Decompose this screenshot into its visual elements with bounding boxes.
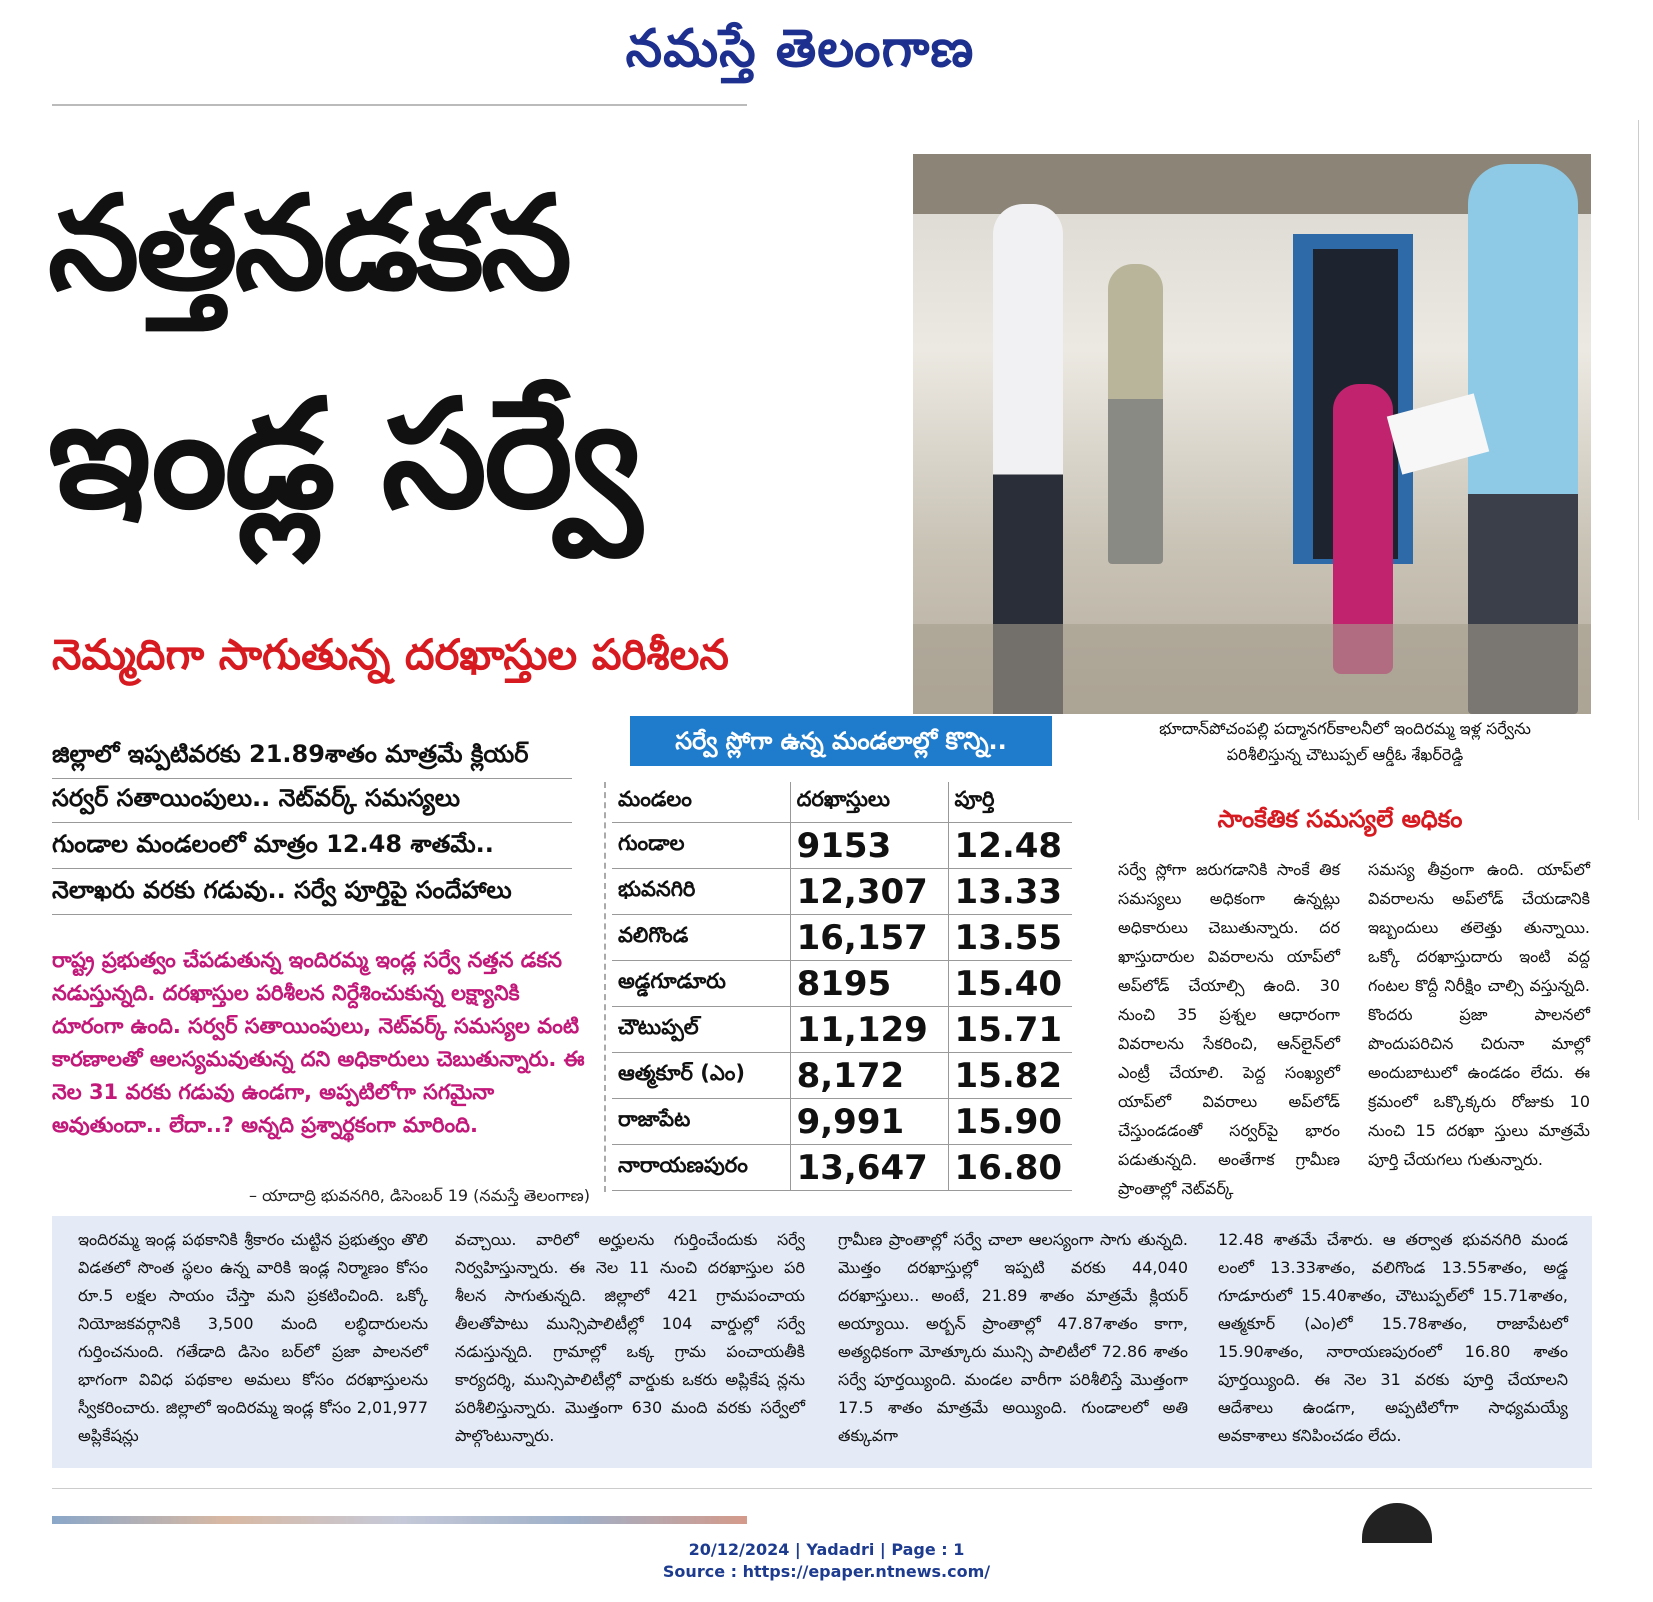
photo-caption: భూదాన్‌పోచంపల్లి పద్మానగర్‌కాలనీలో ఇందిరమ్మ ఇళ్ల సర్వేను పరిశీలిస్తున్న చౌటుప్పల్ ఆర్డీఓ శేఖర్‌రెడ్డి (1159, 719, 1531, 764)
key-point: నెలాఖరు వరకు గడువు.. సర్వే పూర్తిపై సందేహాలు (52, 876, 572, 915)
page-edge-divider (1638, 120, 1649, 820)
applications-count: 9153 (790, 823, 948, 869)
completed-percent: 16.80 (948, 1145, 1072, 1191)
key-point: సర్వర్ సతాయింపులు.. నెట్‌వర్క్ సమస్యలు (52, 784, 572, 823)
table-row (612, 1145, 1072, 1191)
table-header-row (612, 782, 1072, 823)
completed-percent: 13.33 (948, 869, 1072, 915)
side-article-column: సమస్య తీవ్రంగా ఉంది. యాప్‌లో వివరాలను అప్‌లోడ్ చేయడానికి ఇబ్బందులు తలెత్తు తున్నాయి. ఒక్కో దరఖాస్తుదారు ఇంటి వద్ద గంటల కొద్దీ నిరీక్షిం చాల్సి వస్తున్నది. కొందరు ప్రజా పాలనలో పొందుపరిచిన చిరునా మాల్లో అందుబాటులో ఉండడం లేదు. ఈ క్రమంలో ఒక్కొక్కరు రోజుకు 10 నుంచి 15 దరఖా స్తులు మాత్రమే పూర్తి చేయగలు గుతున్నారు. (1368, 860, 1590, 1169)
intro-paragraph: రాష్ట్ర ప్రభుత్వం చేపడుతున్న ఇందిరమ్మ ఇండ్ల సర్వే నత్తన డకన నడుస్తున్నది. దరఖాస్తుల పరిశీలన నిర్దేశించుకున్న లక్ష్యానికి దూరంగా ఉంది. సర్వర్ సతాయింపులు, నెట్‌వర్క్ సమస్యల వంటి కారణాలతో ఆలస్యమవుతున్న దని అధికారులు చెబుతున్నారు. ఈ నెల 31 వరకు గడువు ఉండగా, అప్పటిలోగా సగమైనా అవుతుందా.. లేదా..? అన్నది ప్రశ్నార్థకంగా మారింది. (52, 948, 585, 1137)
table-row (612, 915, 1072, 961)
applications-count: 8,172 (790, 1053, 948, 1099)
applications-count: 13,647 (790, 1145, 948, 1191)
top-rule (52, 104, 747, 106)
headline-line2: ఇండ్ల సర్వే (48, 368, 639, 542)
mandal-name: రాజాపేట (612, 1099, 790, 1145)
applications-count: 8195 (790, 961, 948, 1007)
mandal-name: గుండాల (612, 823, 790, 869)
masthead-logo: నమస్తే తెలంగాణ (625, 18, 975, 79)
mandal-name: భువనగిరి (612, 869, 790, 915)
table-row (612, 961, 1072, 1007)
table-row (612, 1007, 1072, 1053)
key-point: జిల్లాలో ఇప్పటివరకు 21.89శాతం మాత్రమే క్లియర్ (52, 740, 572, 779)
table-row (612, 1053, 1072, 1099)
next-story-badge (1362, 1503, 1432, 1543)
boxed-article-column: గ్రామీణ ప్రాంతాల్లో సర్వే చాలా ఆలస్యంగా సాగు తున్నది. మొత్తం దరఖాస్తుల్లో ఇప్పటి వరకు 44,040 దరఖాస్తులు.. అంటే, 21.89 శాతం మాత్రమే క్లియర్ అయ్యాయి. అర్బన్ ప్రాంతాల్లో 47.87శాతం కాగా, అత్యధికంగా మోత్కూరు మున్సి పాలిటీలో 72.86 శాతం సర్వే పూర్తయ్యింది. మండల వారీగా పరిశీలిస్తే మొత్తంగా 17.5 శాతం మాత్రమే అయ్యింది. గుండాలలో అతి తక్కువగా (838, 1230, 1188, 1445)
completed-percent: 12.48 (948, 823, 1072, 869)
completed-percent: 15.40 (948, 961, 1072, 1007)
mandal-name: చౌటుప్పల్ (612, 1007, 790, 1053)
applications-count: 11,129 (790, 1007, 948, 1053)
key-point: గుండాల మండలంలో మాత్రం 12.48 శాతమే.. (52, 830, 572, 869)
table-left-rule (604, 782, 608, 1192)
news-photo (913, 154, 1591, 714)
dateline: – యాదాద్రి భువనగిరి, డిసెంబర్ 19 (నమస్తే తెలంగాణ) (249, 1186, 590, 1205)
boxed-article-column: 12.48 శాతమే చేశారు. ఆ తర్వాత భువనగిరి మండ లంలో 13.33శాతం, వలిగొండ 13.55శాతం, అడ్డ గూడూరులో 15.40శాతం, చౌటుప్పల్‌లో 15.71శాతం, ఆత్మకూర్ (ఎం)లో 15.78శాతం, రాజాపేటలో 15.90శాతం, నారాయణపురంలో 16.80 శాతం పూర్తయ్యింది. ఈ నెల 31 వరకు పూర్తి చేయాలని ఆదేశాలు ఉండగా, అప్పటిలోగా సాధ్యమయ్యే అవకాశాలు కనిపించడం లేదు. (1218, 1230, 1568, 1445)
completed-percent: 15.90 (948, 1099, 1072, 1145)
mandal-name: నారాయణపురం (612, 1145, 790, 1191)
completed-percent: 13.55 (948, 915, 1072, 961)
table-row (612, 823, 1072, 869)
side-article-column: సర్వే స్లోగా జరుగడానికి సాంకే తిక సమస్యలు అధికంగా ఉన్నట్లు అధికారులు చెబుతున్నారు. దర ఖాస్తుదారుల వివరాలను యాప్‌లో అప్‌లోడ్ చేయాల్సి ఉంది. 30 నుంచి 35 ప్రశ్నల ఆధారంగా వివరాలను సేకరించి, ఆన్‌లైన్‌లో ఎంట్రీ చేయాలి. పెద్ద సంఖ్యలో యాప్‌లో వివరాలు అప్‌లోడ్ చేస్తుండడంతో సర్వర్‌పై భారం పడుతున్నది. అంతేగాక గ్రామీణ ప్రాంతాల్లో నెట్‌వర్క్ (1118, 860, 1340, 1198)
headline-line1: నత్తనడకన (48, 167, 569, 319)
table-row (612, 869, 1072, 915)
bottom-rule (52, 1488, 1592, 1489)
boxed-article-column: వచ్చాయి. వారిలో అర్హులను గుర్తించేందుకు సర్వే నిర్వహిస్తున్నారు. ఈ నెల 11 నుంచి దరఖాస్తుల పరి శీలన సాగుతున్నది. జిల్లాలో 421 గ్రామపంచాయ తీలతోపాటు మున్సిపాలిటీల్లో 104 వార్డుల్లో సర్వే నడుస్తున్నది. గ్రామాల్లో ఒక్క గ్రామ పంచాయతీకి కార్యదర్శి, మున్సిపాలిటీల్లో వార్డుకు ఒకరు అప్లికేష న్లను పరిశీలిస్తున్నారు. మొత్తంగా 630 మంది వరకు సర్వేలో పాల్గొంటున్నారు. (455, 1230, 805, 1445)
applications-count: 16,157 (790, 915, 948, 961)
header-applications: దరఖాస్తులు (790, 782, 948, 823)
mandal-name: అడ్డగూడూరు (612, 961, 790, 1007)
footer-edition-info: 20/12/2024 | Yadadri | Page : 1 (688, 1540, 965, 1559)
completed-percent: 15.71 (948, 1007, 1072, 1053)
subheadline: నెమ్మదిగా సాగుతున్న దరఖాస్తుల పరిశీలన (52, 630, 729, 679)
applications-count: 12,307 (790, 869, 948, 915)
applications-count: 9,991 (790, 1099, 948, 1145)
table-title: సర్వే స్లోగా ఉన్న మండలాల్లో కొన్ని.. (630, 716, 1052, 766)
header-mandal: మండలం (612, 782, 790, 823)
mandal-table (612, 782, 1072, 1191)
table-row (612, 1099, 1072, 1145)
footer-source-link[interactable]: Source : https://epaper.ntnews.com/ (662, 1562, 991, 1581)
boxed-article-column: ఇందిరమ్మ ఇండ్ల పథకానికి శ్రీకారం చుట్టిన ప్రభుత్వం తొలి విడతలో సొంత స్థలం ఉన్న వారికి ఇండ్ల నిర్మాణం కోసం రూ.5 లక్షల సాయం చేస్తా మని ప్రకటించింది. ఒక్కో నియోజకవర్గానికి 3,500 మంది లబ్ధిదారులను గుర్తించనుంది. గతేడాది డిసెం బర్‌లో ప్రజా పాలనలో భాగంగా వివిధ పథకాల అమలు కోసం దరఖాస్తులను స్వీకరించారు. జిల్లాలో ఇందిరమ్మ ఇండ్ల కోసం 2,01,977 అప్లికేషన్లు (78, 1230, 428, 1445)
side-article-title: సాంకేతిక సమస్యలే అధికం (1217, 805, 1463, 833)
mandal-name: ఆత్మకూర్ (ఎం) (612, 1053, 790, 1099)
next-story-strip (52, 1516, 747, 1524)
completed-percent: 15.82 (948, 1053, 1072, 1099)
header-completed: పూర్తి (948, 782, 1072, 823)
mandal-name: వలిగొండ (612, 915, 790, 961)
